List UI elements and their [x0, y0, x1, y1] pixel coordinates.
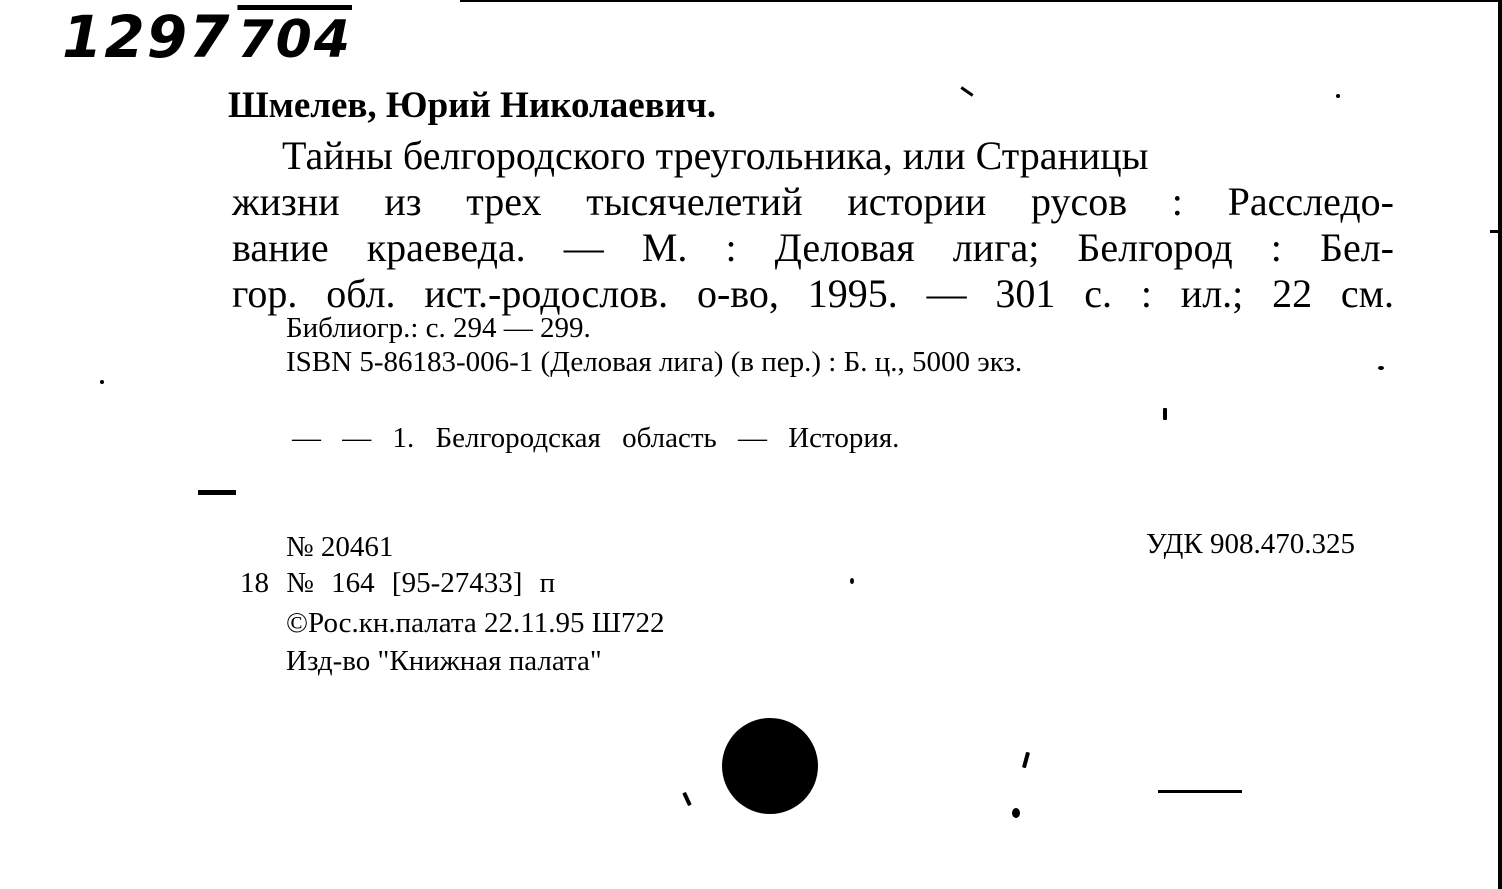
scan-mark — [198, 490, 236, 495]
isbn-line: ISBN 5-86183-006-1 (Деловая лига) (в пер.) : Б. ц., 5000 экз. — [286, 346, 1023, 378]
scan-speck — [850, 578, 854, 584]
author-heading: Шмелев, Юрий Николаевич. — [228, 85, 717, 126]
bibliography-note: Библиогр.: с. 294 — 299. — [286, 312, 591, 344]
title-line-1: Тайны белгородского треугольника, или Страницы — [282, 133, 1149, 178]
handwritten-number-1: 1297 — [62, 3, 232, 71]
title-line-4: гор. обл. ист.-родослов. о-во, 1995. — 301 с. : ил.; 22 см. — [232, 271, 1394, 316]
punch-hole — [722, 718, 818, 814]
scan-speck — [682, 792, 692, 806]
scan-mark — [1158, 790, 1242, 793]
copyright-line: ©Рос.кн.палата 22.11.95 Ш722 — [286, 607, 665, 639]
scan-mark — [1490, 230, 1502, 233]
record-number: № 20461 — [286, 531, 394, 563]
title-line-3: вание краеведа. — М. : Деловая лига; Белгород : Бел- — [232, 225, 1394, 270]
scan-speck — [1012, 808, 1020, 818]
card-top-edge — [460, 0, 1502, 2]
udc-code: УДК 908.470.325 — [1146, 528, 1355, 560]
scan-speck — [1163, 408, 1167, 420]
subject-heading: — — 1. Белгородская область — История. — [292, 422, 900, 454]
scan-speck — [1378, 366, 1384, 370]
scan-mark — [960, 86, 973, 96]
publisher-line: Изд-во "Книжная палата" — [286, 645, 602, 677]
handwritten-call-number — [62, 3, 352, 71]
card-line: 18 № 164 [95-27433] п — [240, 567, 556, 599]
title-line-2: жизни из трех тысячелетий истории русов : Расследо- — [232, 179, 1394, 224]
scan-speck — [1022, 752, 1030, 768]
scan-speck — [1336, 94, 1340, 98]
handwritten-number-2: 704 — [237, 10, 352, 70]
card-right-edge — [1498, 0, 1502, 889]
scan-speck — [100, 380, 104, 384]
